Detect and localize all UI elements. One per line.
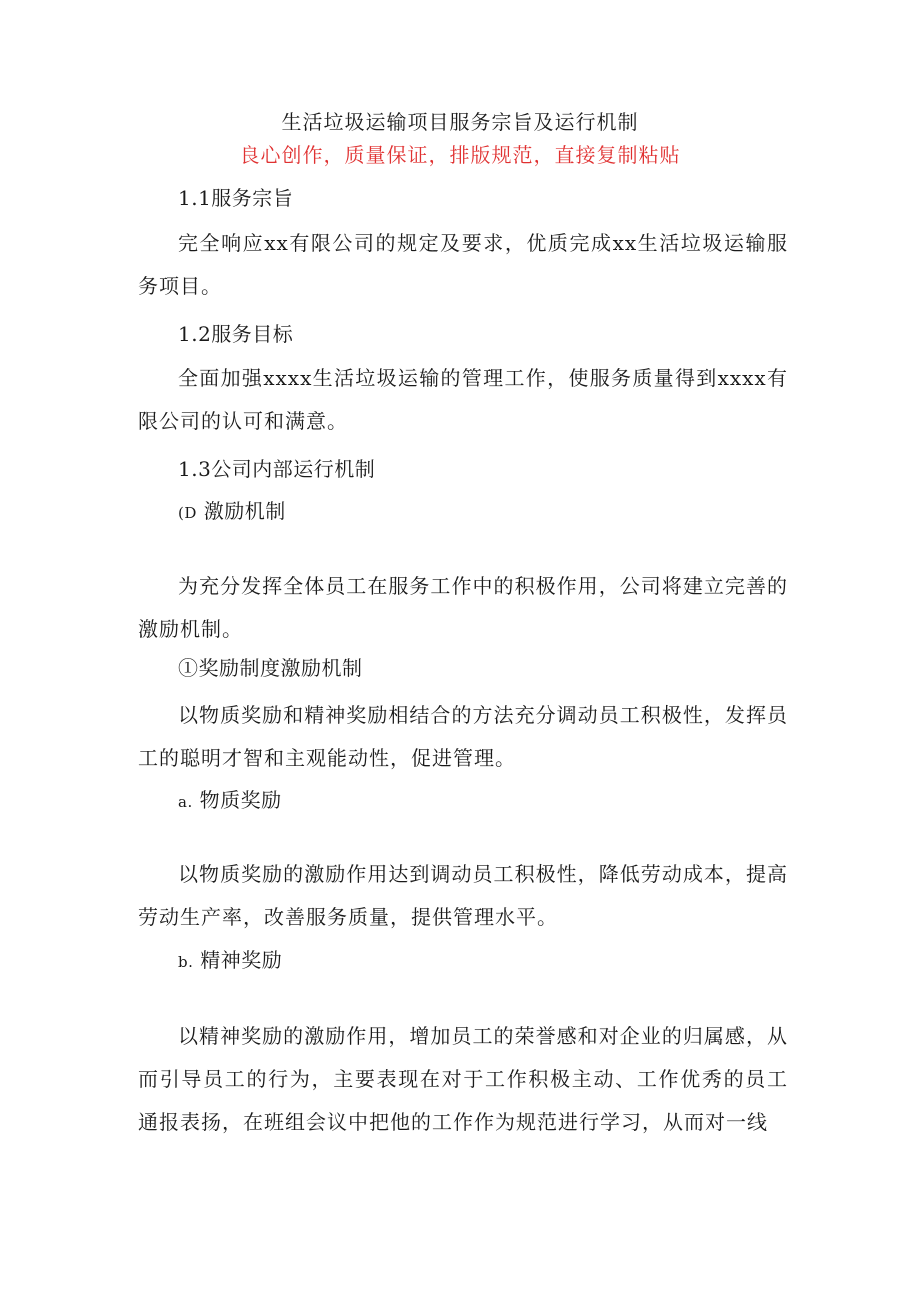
section-heading-service-purpose: 1.1服务宗旨 [178,186,294,210]
item-label-b: 精神奖励 [200,948,283,972]
section-heading-internal-mechanism: 1.3公司内部运行机制 [178,457,376,481]
paragraph-spiritual-reward: 以精神奖励的激励作用，增加员工的荣誉感和对企业的归属感，从而引导员工的行为，主要表现在对于工作积极主动、工作优秀的员工通报表扬，在班组会议中把他的工作作为规范进行学习，从而对一线 [138,1024,788,1134]
paragraph-reward-system: 以物质奖励和精神奖励相结合的方法充分调动员工积极性，发挥员工的聪明才智和主观能动性，促进管理。 [138,703,788,770]
paragraph-material-reward: 以物质奖励的激励作用达到调动员工积极性，降低劳动成本，提高劳动生产率，改善服务质量，提供管理水平。 [138,862,788,929]
document-title: 生活垃圾运输项目服务宗旨及运行机制 [281,110,639,134]
subheading-spiritual-reward [178,946,282,976]
subheading-reward-system: ①奖励制度激励机制 [178,656,363,680]
paragraph-incentive-mechanism: 为充分发挥全体员工在服务工作中的积极作用，公司将建立完善的激励机制。 [138,574,788,641]
item-prefix-a: a. [178,793,193,811]
promo-notice: 良心创作，质量保证，排版规范，直接复制粘贴 [239,143,681,167]
subheading-label: 激励机制 [203,499,286,523]
item-label-a: 物质奖励 [199,788,282,812]
section-heading-service-goal: 1.2服务目标 [178,322,294,346]
item-prefix-b: b. [178,953,194,971]
subheading-material-reward [178,786,282,816]
subheading-prefix: (D [178,504,197,522]
paragraph-service-goal: 全面加强xxxx生活垃圾运输的管理工作，使服务质量得到xxxx有限公司的认可和满意。 [138,366,788,433]
subheading-incentive-mechanism [178,497,286,527]
paragraph-service-purpose: 完全响应xx有限公司的规定及要求，优质完成xx生活垃圾运输服务项目。 [138,231,788,298]
